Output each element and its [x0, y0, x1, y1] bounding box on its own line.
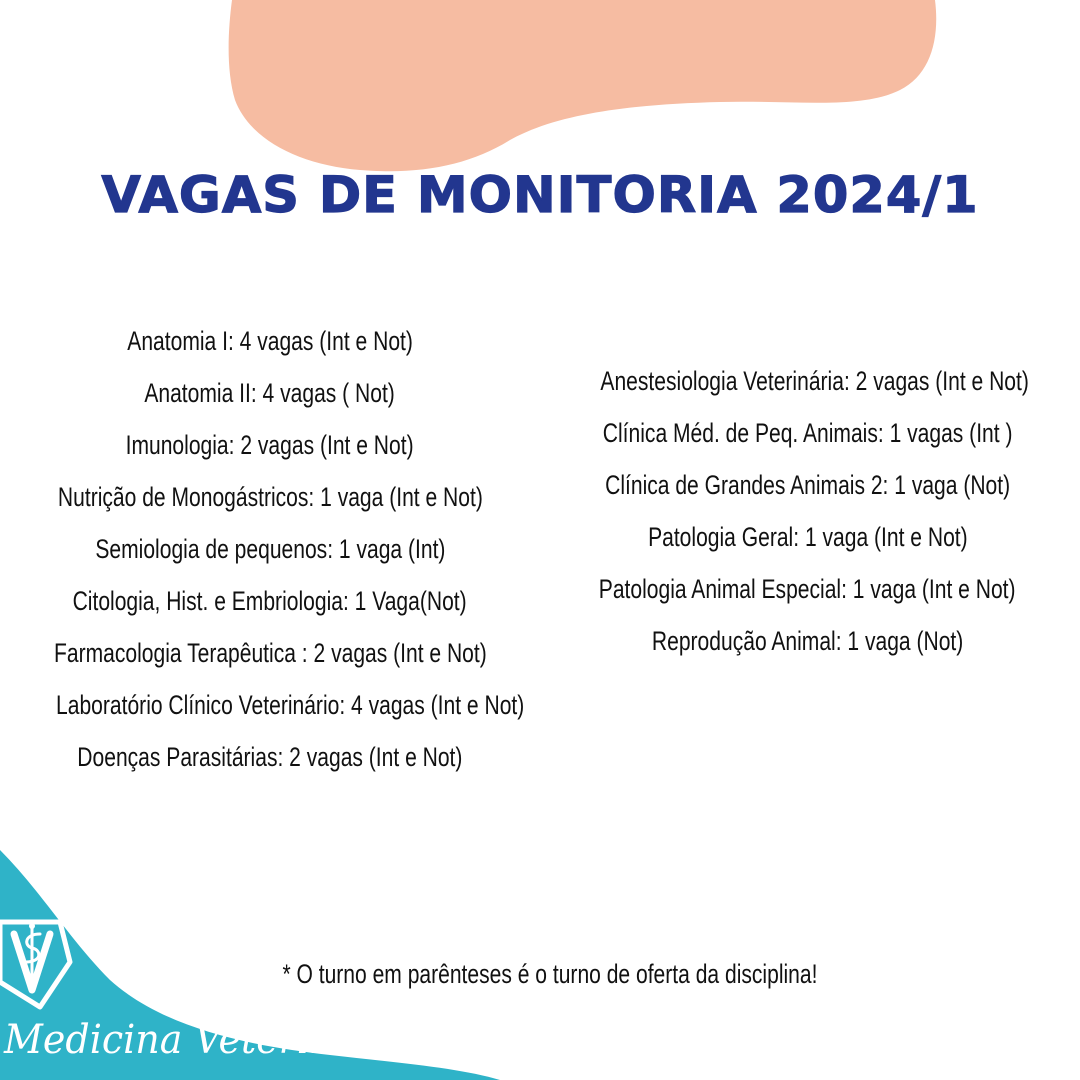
list-item [0, 523, 550, 575]
vacancy-text: Clínica de Grandes Animais 2: 1 vaga (Not) [604, 470, 1011, 500]
vacancy-text: Reprodução Animal: 1 vaga (Not) [651, 626, 964, 656]
list-item [540, 459, 1075, 511]
list-item [0, 315, 550, 367]
vacancy-text: Citologia, Hist. e Embriologia: 1 Vaga(Not) [72, 586, 468, 616]
list-item [0, 627, 550, 679]
list-item [540, 563, 1075, 615]
vacancy-text: Imunologia: 2 vagas (Int e Not) [126, 430, 414, 460]
list-item [540, 355, 1075, 407]
right-vacancy-list [540, 355, 1075, 667]
vacancy-text: Nutrição de Monogástricos: 1 vaga (Int e Not) [57, 482, 483, 512]
list-item [0, 471, 550, 523]
list-item [0, 731, 550, 783]
vacancy-text: Anatomia I: 4 vagas (Int e Not) [127, 326, 413, 356]
vacancy-text: Patologia Geral: 1 vaga (Int e Not) [647, 522, 968, 552]
list-item [0, 679, 550, 731]
list-item [540, 407, 1075, 459]
footnote-text: * O turno em parênteses é o turno de oferta da disciplina! [282, 959, 818, 989]
list-item [0, 367, 550, 419]
vacancy-text: Anestesiologia Veterinária: 2 vagas (Int e Not) [600, 366, 1029, 396]
vacancy-text: Laboratório Clínico Veterinário: 4 vagas (Int e Not) [56, 690, 525, 720]
vacancy-text: Anatomia II: 4 vagas ( Not) [144, 378, 396, 408]
left-vacancy-list [0, 315, 550, 783]
page-title: VAGAS DE MONITORIA 2024/1 [101, 166, 979, 224]
vacancy-text: Clínica Méd. de Peq. Animais: 1 vagas (Int ) [602, 418, 1013, 448]
veterinary-logo-icon [0, 912, 80, 1012]
vacancy-text: Semiologia de pequenos: 1 vaga (Int) [94, 534, 446, 564]
blob-shape [229, 0, 937, 171]
vacancy-text: Patologia Animal Especial: 1 vaga (Int e Not) [599, 574, 1016, 604]
footnote [200, 948, 900, 1000]
list-item [540, 511, 1075, 563]
list-item [540, 615, 1075, 667]
brand-name: Medicina Veterinária [4, 1017, 410, 1063]
vacancy-text: Farmacologia Terapêutica : 2 vagas (Int e Not) [53, 638, 487, 668]
list-item [0, 575, 550, 627]
vacancy-text: Doenças Parasitárias: 2 vagas (Int e Not) [77, 742, 463, 772]
list-item [0, 419, 550, 471]
